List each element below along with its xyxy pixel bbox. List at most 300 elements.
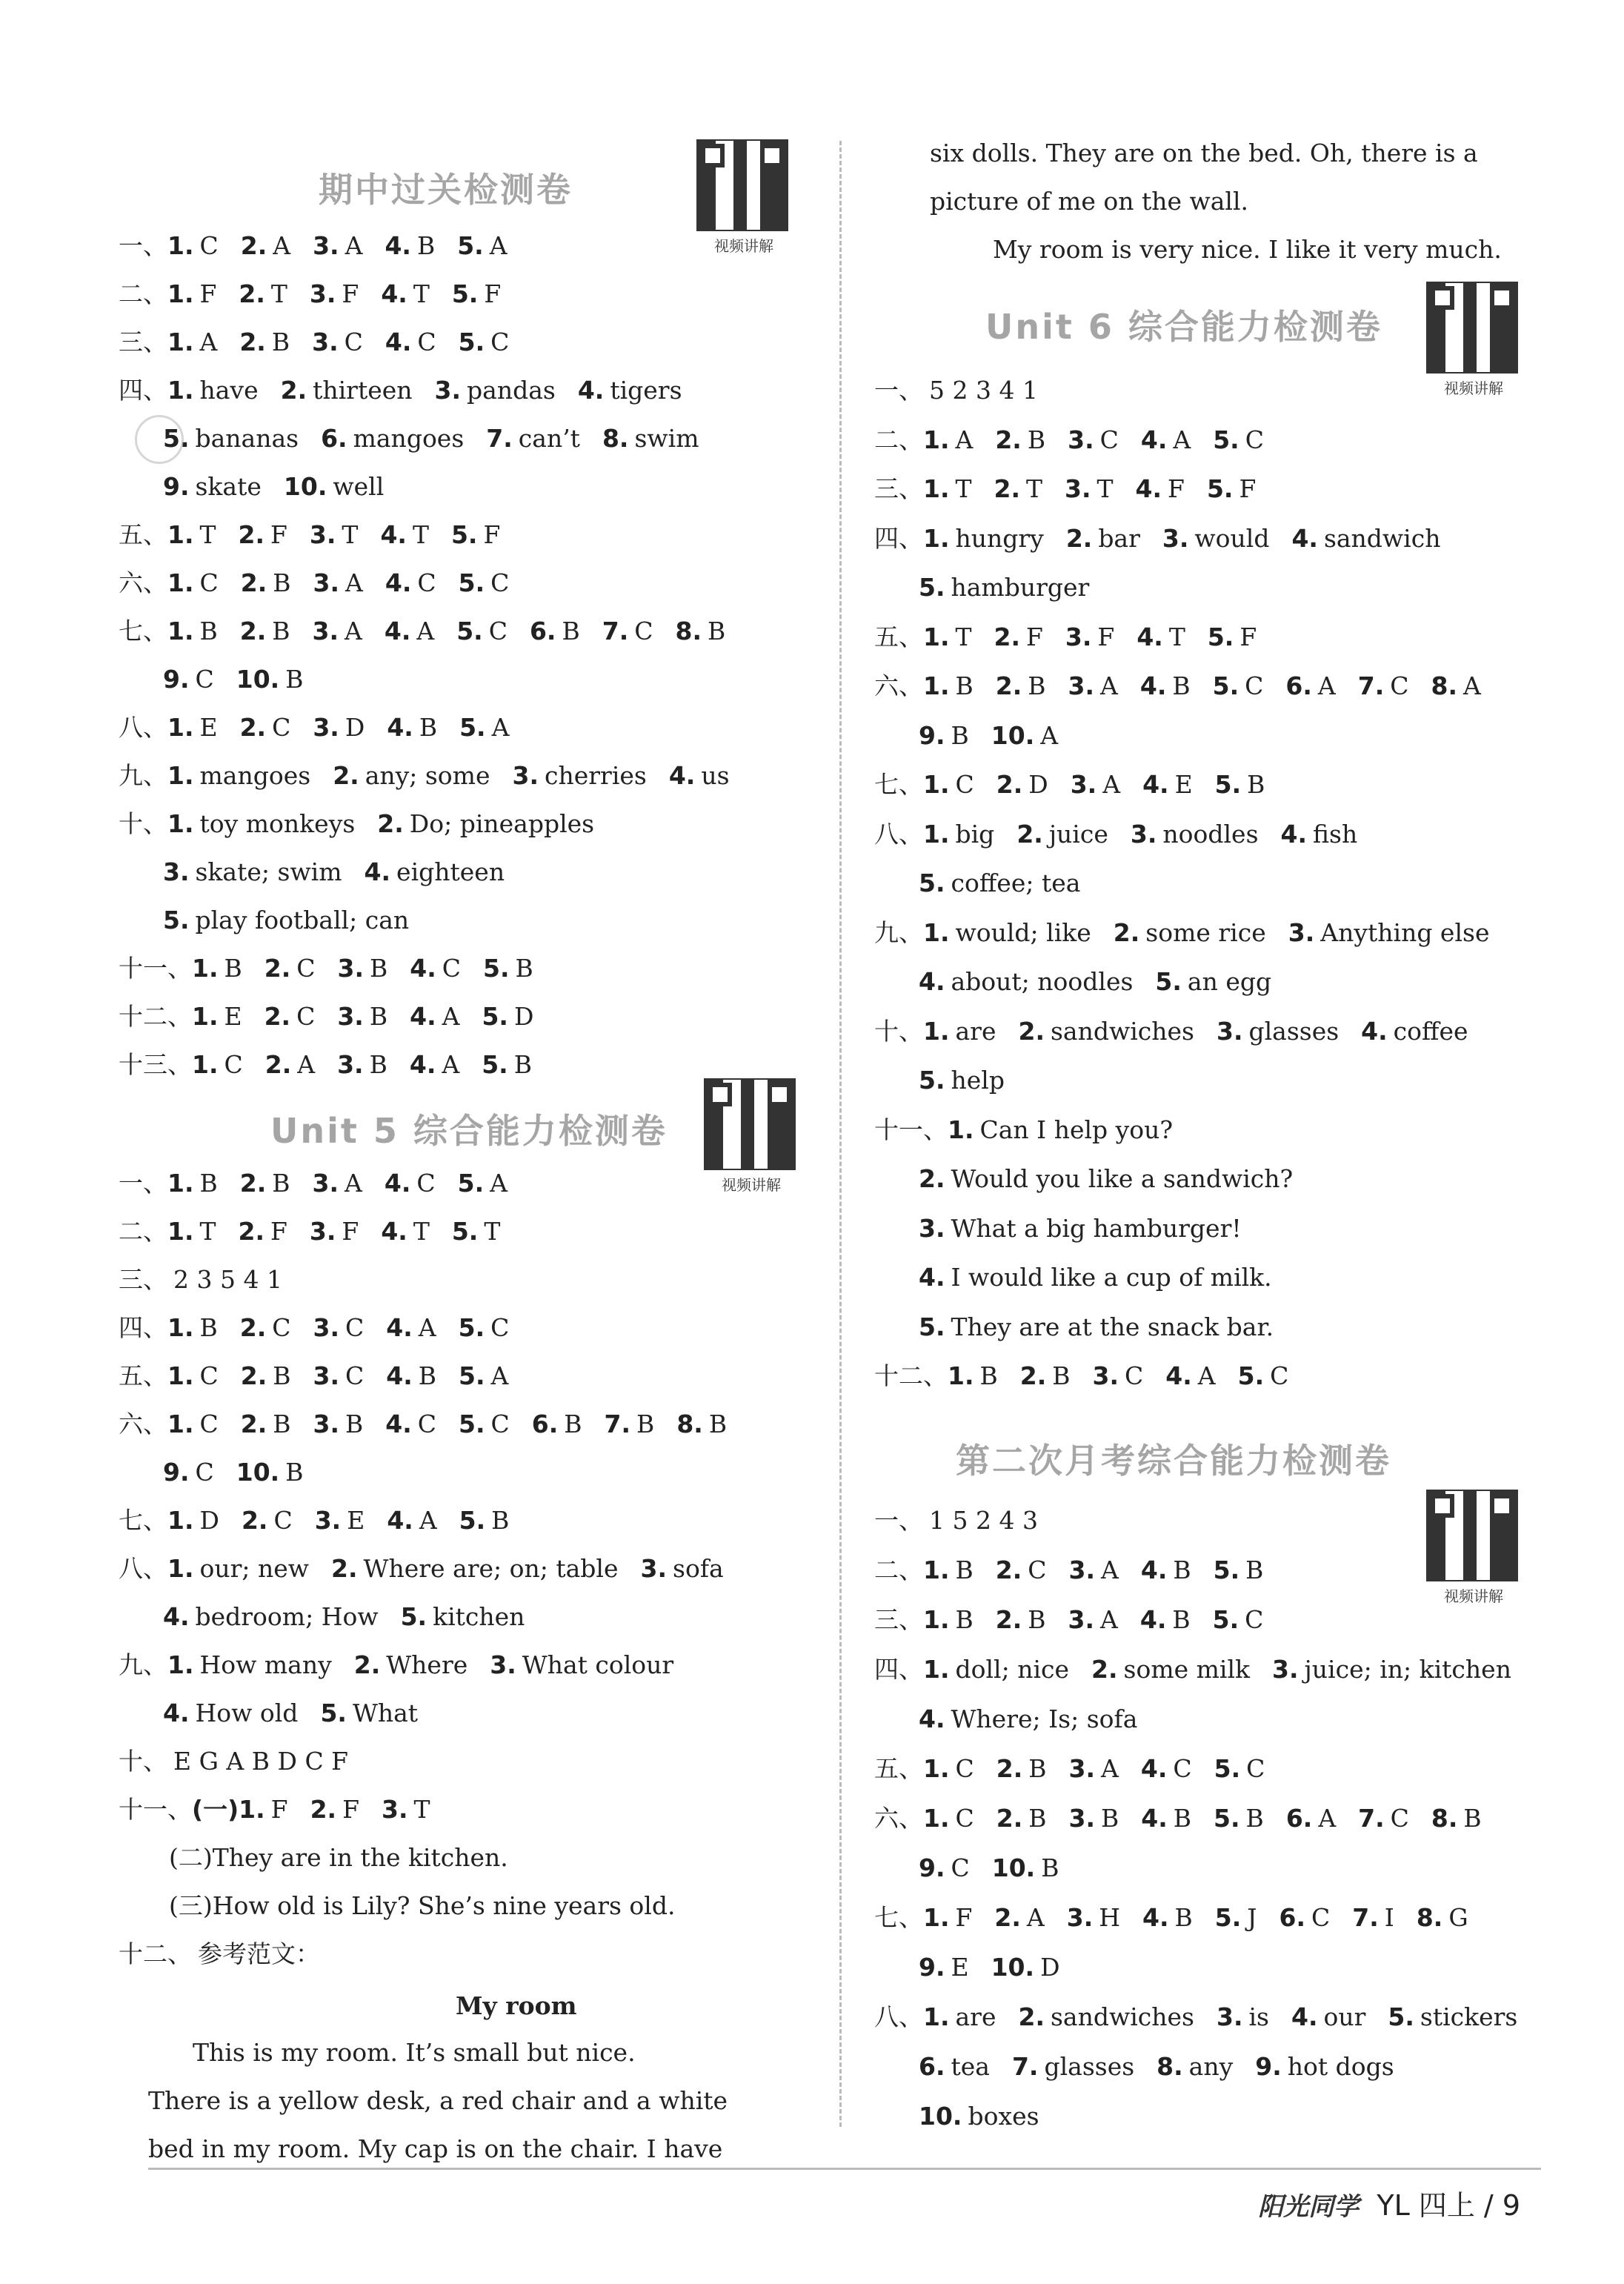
answer-text: C	[1311, 1903, 1331, 1932]
section-title: 期中过关检测卷	[319, 170, 573, 210]
answer-text: T	[199, 520, 216, 549]
answer-text: help	[951, 1066, 1005, 1095]
item-number: 5.	[1214, 770, 1242, 799]
item-number: 2.	[239, 279, 265, 308]
question-number: 二、1.	[119, 1217, 194, 1246]
question-number: 4.	[919, 1263, 945, 1292]
answer-line	[919, 1163, 1293, 1195]
qr-caption: 视频讲解	[714, 237, 773, 255]
item-number: 10.	[991, 1853, 1036, 1882]
answer-text: coffee; tea	[951, 869, 1081, 897]
question-number: 五、1.	[874, 1754, 950, 1783]
answer-text: B	[199, 617, 218, 645]
answer-text: our; new	[199, 1554, 310, 1583]
item-number: 4.	[1137, 622, 1163, 651]
item-number: 2.	[241, 1506, 268, 1535]
answer-text: A	[418, 1313, 436, 1342]
item-number: 4.	[1165, 1361, 1192, 1390]
answer-text: C	[490, 568, 510, 597]
answer-line	[163, 904, 409, 937]
answer-text: F	[1239, 474, 1257, 503]
item-number: 5.	[451, 279, 479, 308]
answer-text: B	[272, 617, 290, 645]
question-number: 一、1.	[119, 231, 194, 260]
answer-text: B	[1027, 425, 1046, 454]
item-number: 5.	[1212, 1605, 1239, 1634]
answer-text: C	[417, 568, 436, 597]
qr-code-icon[interactable]	[1426, 282, 1521, 398]
answer-text: B	[1245, 1556, 1264, 1584]
item-number: 2.	[1065, 523, 1093, 553]
answer-line	[874, 473, 1256, 505]
item-number: 2.	[240, 231, 267, 260]
answer-text: A	[1317, 671, 1336, 700]
essay-line: picture of me on the wall.	[930, 187, 1249, 216]
answer-text: B	[707, 617, 726, 645]
answer-text: T	[1026, 474, 1043, 503]
answer-text: F	[342, 279, 359, 308]
answer-text: B	[369, 1002, 388, 1031]
answer-line	[919, 1703, 1137, 1736]
question-number: 十一、(一)1.	[119, 1795, 265, 1824]
answer-text: skate	[195, 472, 262, 501]
answer-line	[874, 670, 1481, 703]
item-number: 3.	[1216, 2002, 1243, 2031]
question-number: 五、1.	[874, 622, 950, 651]
answer-text: an egg	[1187, 967, 1272, 996]
question-number: 四、1.	[119, 1313, 194, 1342]
answer-line	[119, 567, 509, 600]
answer-text: J	[1247, 1903, 1257, 1932]
answer-line	[119, 1408, 727, 1441]
item-number: 5.	[458, 1313, 485, 1342]
answer-text: B	[1101, 1804, 1119, 1833]
section-title: Unit 6 综合能力检测卷	[985, 307, 1382, 347]
question-number: 一、	[874, 1506, 923, 1535]
answer-line	[119, 1360, 508, 1392]
answer-text: B	[345, 1410, 364, 1438]
item-number: 5.	[1214, 1804, 1240, 1833]
answer-text: C	[1245, 1605, 1264, 1634]
answer-text: B	[273, 568, 291, 597]
answer-line	[163, 1842, 508, 1874]
essay-line: six dolls. They are on the bed. Oh, there is a	[930, 139, 1478, 167]
answer-text: A	[1026, 1903, 1045, 1932]
answer-text: hot dogs	[1287, 2052, 1394, 2081]
answer-text: C	[345, 1313, 365, 1342]
item-number: 3.	[313, 1313, 340, 1342]
question-number: 9.	[163, 472, 190, 501]
section-title: Unit 5 综合能力检测卷	[270, 1111, 668, 1151]
question-number: 2.	[919, 1164, 945, 1193]
answer-text: T	[955, 622, 972, 651]
question-number: 十、1.	[119, 809, 194, 838]
item-number: 4.	[1142, 1903, 1169, 1932]
answer-line	[119, 1504, 509, 1537]
item-number: 4.	[1140, 1556, 1168, 1584]
answer-text: T	[1096, 474, 1114, 503]
question-number: 4.	[919, 1704, 945, 1733]
item-number: 3.	[1070, 770, 1097, 799]
answer-text: stickers	[1420, 2002, 1518, 2031]
question-number: 六、1.	[119, 568, 194, 597]
answer-text: H	[1099, 1903, 1121, 1932]
question-number: 二、1.	[119, 279, 194, 308]
item-number: 5.	[457, 231, 484, 260]
item-number: 2.	[240, 1361, 267, 1390]
answer-text: A	[345, 617, 362, 645]
item-number: 10.	[991, 1953, 1035, 1982]
item-number: 3.	[1068, 1754, 1096, 1783]
answer-text: tea	[951, 2052, 990, 2081]
item-number: 5.	[456, 617, 483, 645]
qr-caption: 视频讲解	[722, 1176, 781, 1194]
item-number: 2.	[264, 1050, 292, 1079]
item-number: 5.	[1206, 474, 1234, 503]
answer-text: big	[955, 819, 995, 849]
answer-text: Do; pineapples	[409, 809, 595, 838]
item-number: 4.	[410, 1002, 436, 1031]
answer-text: some rice	[1145, 917, 1266, 947]
question-number: 七、1.	[874, 770, 950, 799]
answer-text: B	[491, 1506, 510, 1535]
answer-text: C	[417, 328, 436, 356]
answer-text: is	[1248, 2002, 1269, 2031]
answer-line	[119, 1938, 320, 1971]
answer-text: A	[419, 1506, 437, 1535]
answer-text: A	[416, 617, 435, 645]
answer-text: B	[708, 1410, 728, 1438]
item-number: 5.	[459, 1410, 485, 1438]
answer-text: How old	[195, 1699, 299, 1727]
item-number: 6.	[321, 424, 347, 453]
item-number: 5.	[1213, 1556, 1240, 1584]
answer-text: F	[270, 520, 287, 549]
answer-text: B	[1245, 1804, 1264, 1833]
answer-line	[874, 1504, 1038, 1537]
item-number: 4.	[409, 1050, 436, 1079]
item-number: 3.	[1068, 1556, 1096, 1584]
answer-text: E	[347, 1506, 365, 1535]
answer-text: C	[1245, 671, 1264, 700]
question-number: 四、1.	[874, 1655, 950, 1684]
answer-text: A	[442, 1002, 460, 1031]
answer-text: well	[333, 472, 385, 501]
answer-text: 2 3 5 4 1	[173, 1265, 282, 1294]
question-number: 5.	[919, 1312, 945, 1341]
item-number: 2.	[996, 770, 1023, 799]
item-number: 2.	[1019, 1361, 1047, 1390]
answer-text: C	[296, 954, 316, 983]
answer-text: C	[199, 1361, 219, 1390]
answer-text: have	[199, 376, 259, 405]
item-number: 2.	[995, 671, 1022, 700]
question-number: 十二、	[119, 1939, 192, 1968]
item-number: 2.	[353, 1650, 381, 1679]
item-number: 4.	[386, 1361, 413, 1390]
answer-line	[874, 1554, 1263, 1587]
answer-text: bedroom; How	[195, 1602, 379, 1631]
item-number: 4.	[1291, 2002, 1318, 2031]
answer-line	[119, 1264, 282, 1296]
answer-text: C	[1390, 1804, 1409, 1833]
answer-text: B	[273, 1410, 291, 1438]
answer-text: hamburger	[951, 573, 1090, 602]
question-number: 3.	[919, 1213, 945, 1243]
answer-text: F	[199, 279, 217, 308]
answer-text: sandwich	[1323, 523, 1441, 553]
answer-line	[874, 424, 1264, 457]
answer-text: bar	[1098, 523, 1140, 553]
answer-line	[874, 1653, 1511, 1686]
answer-line	[874, 917, 1489, 949]
item-number: 5.	[1237, 1361, 1265, 1390]
answer-line	[119, 278, 501, 311]
item-number: 7.	[602, 617, 629, 645]
section-title: 第二次月考综合能力检测卷	[956, 1441, 1391, 1481]
item-number: 7.	[1357, 671, 1385, 700]
answer-text: B	[1041, 1853, 1059, 1882]
question-number: 十、	[119, 1747, 167, 1776]
item-number: 5.	[459, 1506, 486, 1535]
item-number: 8.	[602, 424, 629, 453]
answer-text: C	[955, 1754, 974, 1783]
item-number: 4.	[385, 1410, 412, 1438]
answer-line	[919, 720, 1058, 752]
item-number: 2.	[333, 761, 359, 790]
item-number: 3.	[313, 1410, 340, 1438]
answer-text: B	[564, 1410, 582, 1438]
question-number: 三、1.	[874, 474, 950, 503]
answer-line	[119, 1793, 430, 1826]
answer-text: are	[955, 2002, 996, 2031]
item-number: 5.	[1155, 967, 1182, 996]
item-number: 4.	[380, 520, 407, 549]
item-number: 4.	[668, 761, 696, 790]
question-number: 5.	[919, 1066, 945, 1095]
answer-text: C	[199, 231, 219, 260]
answer-text: B	[1028, 1804, 1047, 1833]
answer-text: A	[345, 568, 363, 597]
stamp-icon	[135, 415, 184, 464]
answer-text: C	[442, 954, 462, 983]
item-number: 2.	[377, 809, 404, 838]
answer-text: A	[1173, 425, 1191, 454]
answer-text: F	[342, 1217, 359, 1246]
item-number: 2.	[331, 1554, 358, 1583]
answer-line	[163, 856, 505, 889]
answer-text: F	[484, 279, 502, 308]
item-number: 4.	[577, 376, 605, 405]
answer-line	[119, 374, 682, 407]
answer-text: sofa	[673, 1554, 724, 1583]
answer-line	[119, 1312, 509, 1344]
answer-line	[119, 615, 725, 648]
answer-text: C	[1099, 425, 1119, 454]
answer-text: F	[270, 1217, 287, 1246]
item-number: 8.	[676, 1410, 703, 1438]
item-number: 2.	[994, 474, 1021, 503]
item-number: 2.	[239, 1313, 267, 1342]
answer-text: B	[419, 713, 438, 742]
answer-text: about; noodles	[951, 967, 1134, 996]
item-number: 3.	[337, 1050, 364, 1079]
answer-text: F	[1097, 622, 1115, 651]
item-number: 5.	[482, 1050, 508, 1079]
answer-text: B	[418, 1361, 437, 1390]
answer-text: B	[1174, 1903, 1193, 1932]
item-number: 4.	[386, 1313, 413, 1342]
question-number: 二、1.	[874, 1556, 950, 1584]
item-number: 6.	[529, 617, 556, 645]
item-number: 2.	[995, 1556, 1022, 1584]
answer-text: B	[955, 1605, 974, 1634]
item-number: 5.	[457, 1169, 485, 1198]
item-number: 3.	[1068, 1804, 1096, 1833]
answer-text: would; like	[955, 917, 1091, 947]
answer-text: some milk	[1123, 1655, 1251, 1684]
question-number: 三、	[119, 1265, 167, 1294]
answer-text: A	[1100, 671, 1118, 700]
answer-text: A	[490, 1361, 509, 1390]
question-number: 八、1.	[874, 2002, 950, 2031]
item-number: 6.	[1279, 1903, 1306, 1932]
item-number: 3.	[312, 1169, 339, 1198]
item-number: 7.	[1011, 2052, 1039, 2081]
footer-divider	[148, 2168, 1541, 2170]
answer-text: B	[416, 231, 436, 260]
answer-line	[119, 1167, 508, 1200]
item-number: 4.	[410, 954, 436, 983]
item-number: 4.	[385, 568, 412, 597]
answer-line	[919, 1311, 1274, 1344]
item-number: 2.	[995, 425, 1022, 454]
answer-text: C	[634, 617, 653, 645]
question-number: 二、1.	[874, 425, 950, 454]
item-number: 4.	[381, 279, 407, 308]
answer-text: eighteen	[396, 857, 505, 886]
question-number: 4.	[163, 1699, 190, 1727]
question-number: 九、1.	[874, 917, 950, 947]
answer-line	[874, 2001, 1517, 2034]
item-number: 3.	[490, 1650, 516, 1679]
qr-code-icon[interactable]	[696, 139, 791, 256]
item-number: 2.	[1113, 917, 1140, 947]
page-footer	[1258, 2182, 1520, 2223]
essay-title: My room	[456, 1991, 577, 2020]
item-number: 5.	[1214, 1754, 1241, 1783]
item-number: 2.	[264, 1002, 291, 1031]
answer-text: mangoes	[199, 761, 311, 790]
answer-line	[119, 1553, 724, 1585]
item-number: 7.	[1358, 1804, 1385, 1833]
item-number: 5.	[320, 1699, 347, 1727]
answer-text: B	[273, 1361, 291, 1390]
answer-text: B	[979, 1361, 998, 1390]
item-number: 2.	[240, 1410, 267, 1438]
answer-line	[119, 519, 500, 551]
item-number: 2.	[996, 1804, 1023, 1833]
question-number: 六、1.	[119, 1410, 194, 1438]
answer-text: T	[413, 1795, 430, 1824]
question-number: 4.	[919, 967, 945, 996]
question-number: 十三、1.	[119, 1050, 219, 1079]
question-number: 八、1.	[119, 713, 194, 742]
question-number: 十一、1.	[874, 1115, 974, 1144]
item-number: 8.	[1416, 1903, 1443, 1932]
answer-text: C	[490, 1410, 510, 1438]
answer-line	[874, 818, 1357, 851]
answer-line	[919, 1852, 1059, 1885]
answer-text: hungry	[955, 523, 1044, 553]
item-number: 4.	[1140, 1754, 1168, 1783]
item-number: 2.	[1018, 2002, 1045, 2031]
item-number: 2.	[1018, 1016, 1045, 1046]
answer-text: Anything else	[1320, 917, 1490, 947]
answer-line	[874, 1360, 1288, 1392]
answer-text: 1 5 2 4 3	[929, 1506, 1038, 1535]
answer-text: tigers	[610, 376, 682, 405]
answer-line	[119, 808, 594, 840]
answer-text: C	[345, 1361, 365, 1390]
answer-text: B	[955, 1556, 974, 1584]
item-number: 7.	[1352, 1903, 1379, 1932]
question-number: 九、1.	[119, 1650, 194, 1679]
answer-line	[163, 1890, 675, 1922]
answer-text: C	[1173, 1754, 1192, 1783]
question-number: 十、1.	[874, 1016, 950, 1046]
answer-text: C	[1270, 1361, 1289, 1390]
answer-text: F	[1026, 622, 1043, 651]
answer-line	[919, 1212, 1242, 1245]
answer-line	[874, 1114, 1173, 1146]
answer-text: B	[1173, 1804, 1192, 1833]
essay-line: bed in my room. My cap is on the chair. I have	[148, 2134, 723, 2163]
answer-line	[119, 1649, 673, 1682]
item-number: 2.	[994, 622, 1021, 651]
item-number: 3.	[1066, 1903, 1094, 1932]
answer-text: B	[370, 954, 388, 983]
answer-text: Where are; on; table	[363, 1554, 619, 1583]
question-number: 一、	[874, 376, 923, 405]
answer-text: A	[490, 1169, 508, 1198]
answer-line	[919, 966, 1271, 998]
question-number: 9.	[163, 1458, 190, 1487]
item-number: 3.	[312, 617, 339, 645]
qr-code-icon[interactable]	[1426, 1490, 1521, 1606]
answer-text: fish	[1313, 819, 1358, 849]
item-number: 3.	[313, 568, 340, 597]
item-number: 2.	[1016, 819, 1043, 849]
answer-text: C	[955, 770, 974, 799]
item-number: 3.	[313, 713, 339, 742]
item-number: 5.	[1388, 2002, 1414, 2031]
item-number: 5.	[400, 1602, 427, 1631]
answer-text: C	[488, 617, 508, 645]
qr-code-icon[interactable]	[704, 1078, 799, 1195]
answer-text: E G A B D C F	[173, 1747, 349, 1776]
item-number: 3.	[313, 1361, 340, 1390]
item-number: 5.	[483, 954, 510, 983]
answer-text: D	[1028, 770, 1048, 799]
essay-line: There is a yellow desk, a red chair and a white	[148, 2086, 728, 2115]
answer-text: cherries	[545, 761, 647, 790]
answer-text: A	[1102, 770, 1121, 799]
item-number: 4.	[364, 857, 391, 886]
item-number: 3.	[1162, 523, 1189, 553]
item-number: 3.	[512, 761, 539, 790]
question-number: 9.	[919, 720, 945, 750]
